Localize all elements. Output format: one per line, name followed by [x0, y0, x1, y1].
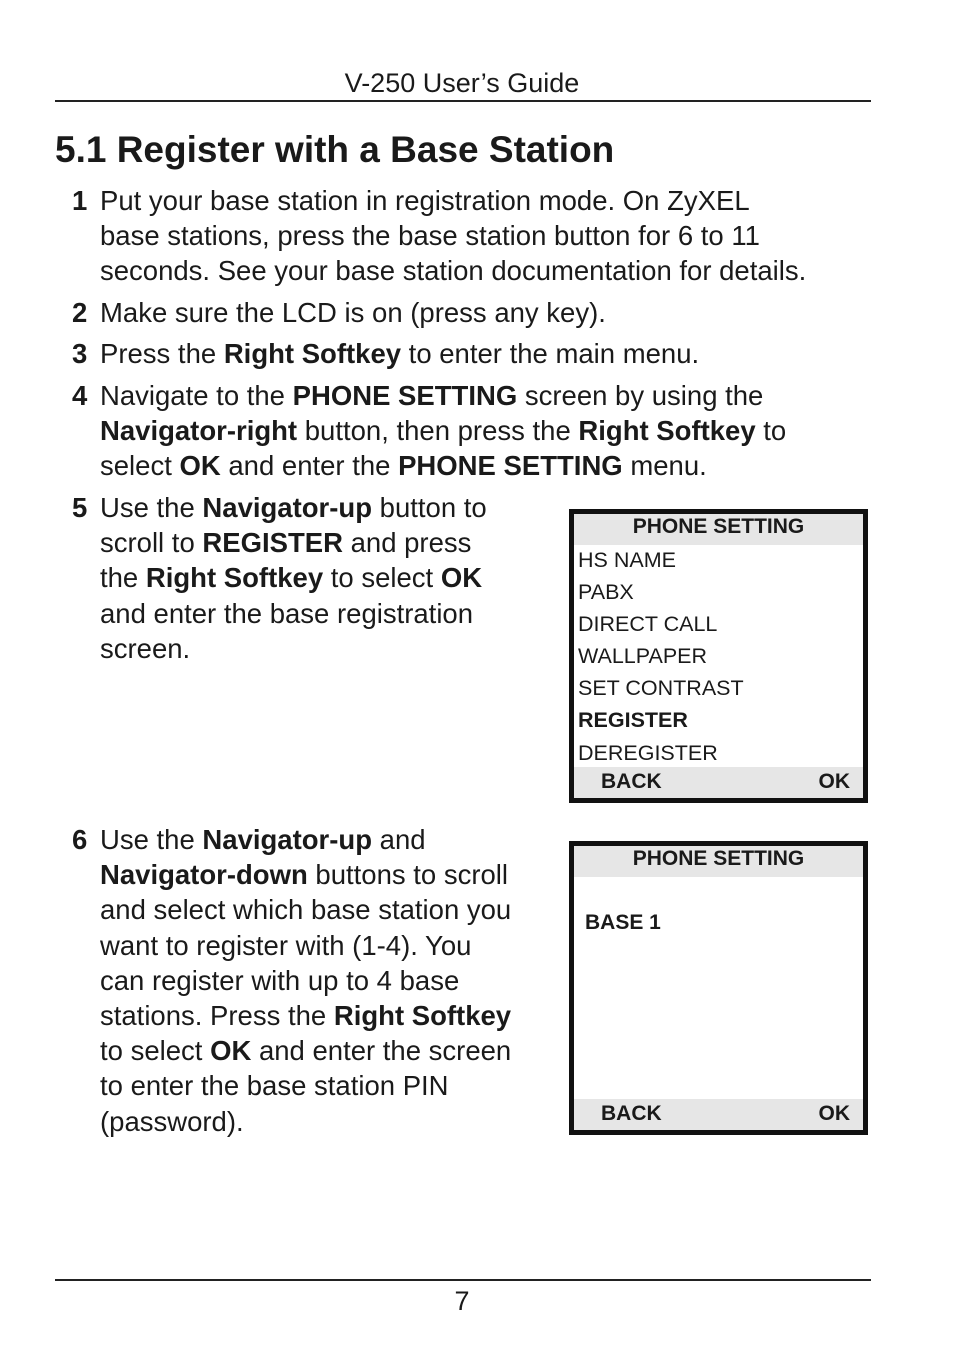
text-run: Press the [100, 338, 224, 369]
section-heading: 5.1 Register with a Base Station [55, 129, 615, 170]
step-line [100, 525, 487, 560]
step-line [100, 560, 487, 595]
bold-term: Navigator-down [100, 859, 308, 891]
header-rule [55, 100, 871, 102]
text-run: to select [323, 562, 441, 594]
step-text [100, 295, 606, 330]
step-line: and select which base station you [100, 894, 512, 926]
step-line: Put your base station in registration mode. On ZyXEL [100, 185, 750, 216]
step-line [100, 490, 487, 525]
step-number: 2 [72, 297, 88, 328]
step-line [100, 822, 511, 857]
step-text [100, 183, 806, 289]
step-line [100, 448, 786, 483]
lcd-ok-softkey: OK [818, 1102, 850, 1125]
lcd-softkey-bar [574, 767, 863, 798]
bold-term: PHONE SETTING [292, 380, 518, 411]
text-run: and [372, 824, 426, 855]
bold-term: Right Softkey [223, 338, 402, 369]
step-line [100, 998, 511, 1033]
step-text [100, 336, 699, 371]
step-number: 4 [72, 380, 88, 411]
lcd-menu-list [578, 544, 744, 769]
text-run: stations. Press the [100, 1000, 334, 1032]
text-run: buttons to scroll [307, 859, 509, 891]
step-text [100, 378, 786, 484]
lcd-menu-item: REGISTER [578, 708, 688, 733]
text-run: to enter the main menu. [401, 338, 700, 369]
step-line [100, 857, 511, 892]
step-text [100, 490, 487, 666]
text-run: button, then press the [297, 415, 579, 447]
lcd-softkey-bar [574, 1099, 863, 1130]
text-run: button to [372, 492, 487, 523]
step-line: can register with up to 4 base [100, 964, 460, 996]
text-run: menu. [622, 450, 707, 482]
lcd-ok-softkey: OK [818, 770, 850, 793]
footer-rule [55, 1279, 871, 1281]
step-line: to enter the base station PIN [100, 1070, 449, 1102]
bold-term: Right Softkey [578, 415, 756, 447]
text-run: and enter the [220, 450, 399, 482]
text-run: and enter the screen [251, 1035, 512, 1067]
lcd-title: PHONE SETTING [574, 846, 863, 877]
text-run: Use the [100, 824, 203, 855]
step-text [100, 822, 511, 1139]
step-number: 6 [72, 824, 88, 855]
step-line [100, 378, 786, 413]
text-run: screen by using the [517, 380, 764, 411]
bold-term: Right Softkey [333, 1000, 512, 1032]
step-number: 3 [72, 338, 88, 369]
lcd-menu-item: DIRECT CALL [578, 612, 718, 637]
bold-term: Navigator-right [100, 415, 298, 447]
bold-term: PHONE SETTING [398, 450, 623, 482]
bold-term: Navigator-up [202, 824, 373, 855]
text-run: select [100, 450, 180, 482]
page-number: 7 [454, 1286, 470, 1316]
bold-term: OK [440, 562, 483, 594]
lcd-menu-item: PABX [578, 580, 634, 605]
running-header: V-250 User’s Guide [344, 68, 580, 98]
lcd-menu-item: SET CONTRAST [578, 676, 744, 701]
step-number: 1 [72, 185, 88, 216]
lcd-base-value: BASE 1 [585, 911, 661, 934]
bold-term: OK [179, 450, 221, 482]
bold-term: OK [210, 1035, 252, 1067]
step-line: and enter the base registration [100, 597, 474, 629]
step-line: screen. [100, 632, 191, 664]
text-run: to [755, 415, 787, 447]
step-line: (password). [100, 1105, 244, 1137]
text-run: Navigate to the [100, 380, 293, 411]
step-number: 5 [72, 492, 88, 523]
text-run: Use the [100, 492, 203, 523]
lcd-title: PHONE SETTING [574, 514, 863, 545]
step-line [100, 413, 786, 448]
lcd-phone-setting-menu [569, 509, 868, 803]
step-line [100, 336, 699, 371]
step-line: Make sure the LCD is on (press any key). [100, 297, 606, 328]
step-line [100, 1033, 511, 1068]
text-run: the [100, 562, 146, 594]
lcd-menu-item: DEREGISTER [578, 740, 718, 765]
lcd-back-softkey: BACK [601, 770, 662, 793]
step-line: base stations, press the base station button for 6 to 11 [100, 220, 760, 252]
text-run: to select [100, 1035, 211, 1067]
bold-term: Navigator-up [202, 492, 373, 523]
bold-term: Right Softkey [145, 562, 324, 594]
lcd-back-softkey: BACK [601, 1102, 662, 1125]
lcd-base-select [569, 841, 868, 1135]
step-line: want to register with (1-4). You [100, 929, 472, 961]
text-run: scroll to [100, 527, 203, 559]
lcd-menu-item: WALLPAPER [578, 644, 708, 669]
step-line: seconds. See your base station documentation for details. [100, 255, 807, 287]
lcd-menu-item: HS NAME [578, 548, 676, 572]
text-run: and press [342, 527, 472, 559]
bold-term: REGISTER [202, 527, 343, 559]
